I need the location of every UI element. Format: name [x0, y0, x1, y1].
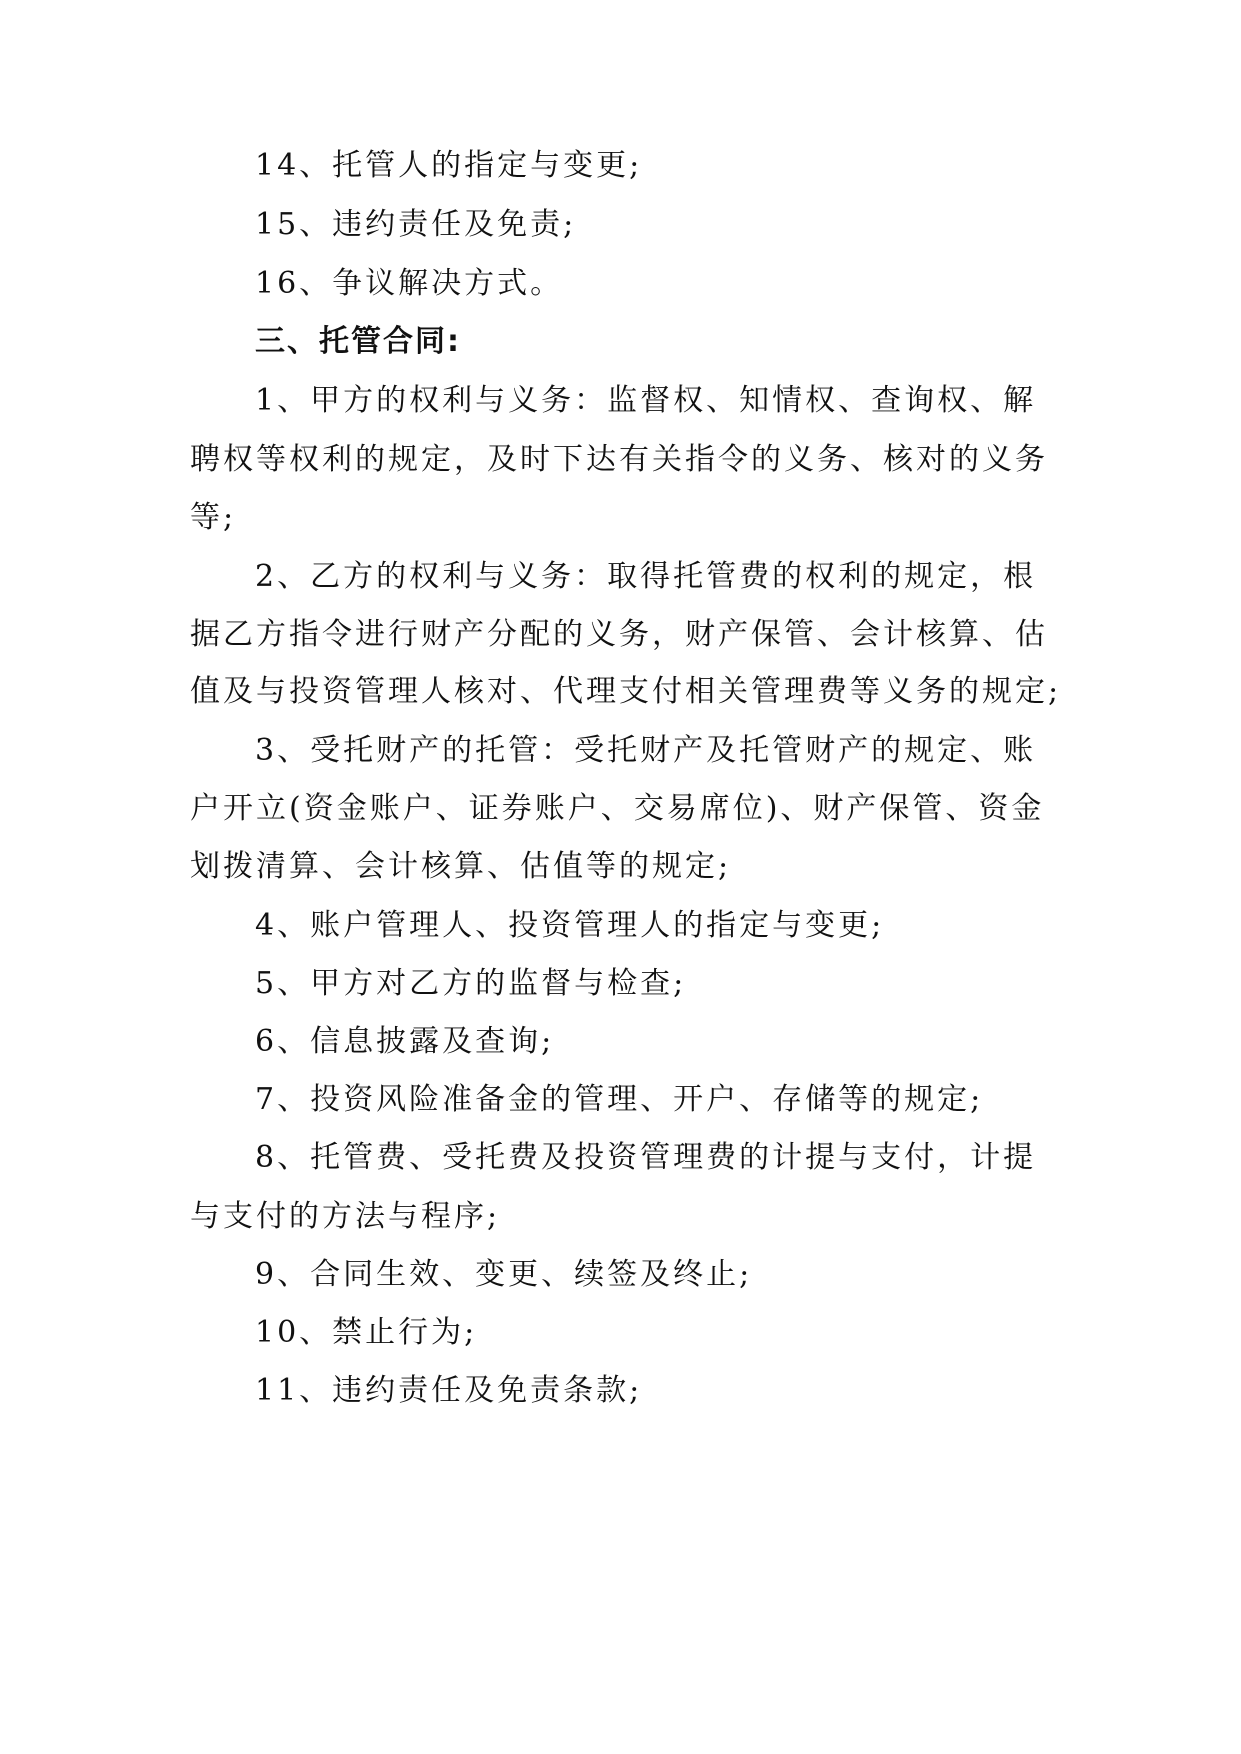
- item-15: 15、违约责任及免责;: [255, 207, 577, 242]
- clause-11: 11、违约责任及免责条款;: [255, 1373, 643, 1408]
- item-16: 16、争议解决方式。: [255, 266, 564, 301]
- clause-4: 4、账户管理人、投资管理人的指定与变更;: [255, 908, 885, 943]
- clause-5: 5、甲方对乙方的监督与检查;: [255, 966, 687, 1001]
- clause-8-line-2: 与支付的方法与程序;: [190, 1199, 501, 1234]
- clause-2-line-3: 值及与投资管理人核对、代理支付相关管理费等义务的规定;: [190, 674, 1062, 709]
- clause-3-line-1: 3、受托财产的托管：受托财产及托管财产的规定、账: [255, 733, 1037, 768]
- clause-2-line-2: 据乙方指令进行财产分配的义务，财产保管、会计核算、估: [190, 617, 1048, 652]
- clause-8-line-1: 8、托管费、受托费及投资管理费的计提与支付，计提: [255, 1140, 1037, 1175]
- clause-3-line-2: 户开立(资金账户、证券账户、交易席位)、财产保管、资金: [190, 791, 1045, 826]
- clause-9: 9、合同生效、变更、续签及终止;: [255, 1257, 753, 1292]
- clause-1-line-2: 聘权等权利的规定，及时下达有关指令的义务、核对的义务: [190, 442, 1048, 477]
- clause-2-line-1: 2、乙方的权利与义务：取得托管费的权利的规定，根: [255, 559, 1037, 594]
- clause-7: 7、投资风险准备金的管理、开户、存储等的规定;: [255, 1082, 984, 1117]
- item-14: 14、托管人的指定与变更;: [255, 148, 643, 183]
- section-heading: 三、托管合同:: [255, 324, 461, 359]
- clause-1-line-3: 等;: [190, 500, 237, 535]
- clause-6: 6、信息披露及查询;: [255, 1024, 555, 1059]
- clause-1-line-1: 1、甲方的权利与义务：监督权、知情权、查询权、解: [255, 383, 1037, 418]
- clause-3-line-3: 划拨清算、会计核算、估值等的规定;: [190, 849, 732, 884]
- clause-10: 10、禁止行为;: [255, 1315, 478, 1350]
